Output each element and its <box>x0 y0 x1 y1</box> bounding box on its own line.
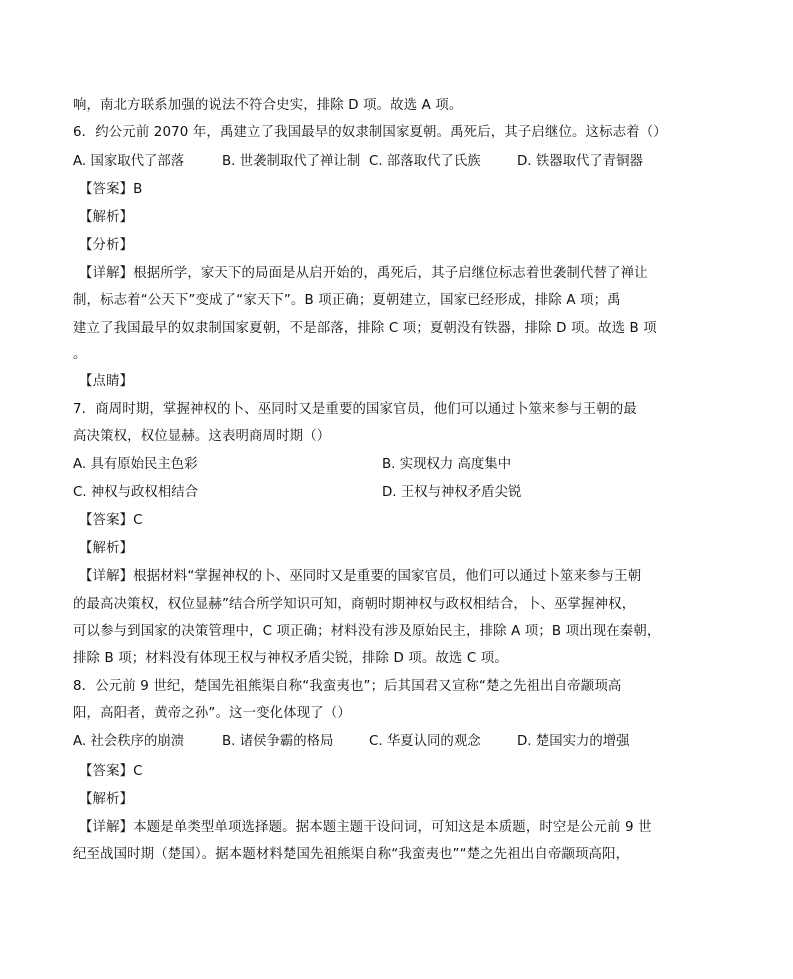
q6-analysis-heading: 【解析】 <box>79 210 134 225</box>
q7-detail-line-2: 的最高决策权，权位显赫”结合所学知识可知，商朝时期神权与政权相结合，卜、巫掌握神权， <box>73 597 636 612</box>
q7-answer: 【答案】C <box>79 513 143 528</box>
q8-detail-line-1: 【详解】本题是单类型单项选择题。据本题主题干设问词，可知这是本质题，时空是公元前 9 世 <box>79 820 652 835</box>
q7-option-d: D. 王权与神权矛盾尖锐 <box>382 485 522 500</box>
q7-option-c: C. 神权与政权相结合 <box>73 485 198 500</box>
q6-detail-line-1: 【详解】根据所学，家天下的局面是从启开始的，禹死后，其子启继位标志着世袭制代替了禅让 <box>79 266 648 281</box>
q8-option-a: A. 社会秩序的崩溃 <box>73 734 185 749</box>
q6-option-a: A. 国家取代了部落 <box>73 154 185 169</box>
q6-dianjing-heading: 【点睛】 <box>79 374 134 389</box>
q6-option-c: C. 部落取代了氏族 <box>369 154 481 169</box>
q5-explanation-tail: 响，南北方联系加强的说法不符合史实，排除 D 项。故选 A 项。 <box>73 98 463 113</box>
q6-detail-line-2: 制，标志着“公天下”变成了“家天下”。B 项正确；夏朝建立，国家已经形成，排除 A 项；禹 <box>73 293 621 308</box>
q6-detail-line-4: 。 <box>73 347 87 362</box>
q8-detail-line-2: 纪至战国时期（楚国）。据本题材料楚国先祖熊渠自称“我蛮夷也”“楚之先祖出自帝颛顼高阳， <box>73 847 630 862</box>
q6-stem: 6．约公元前 2070 年，禹建立了我国最早的奴隶制国家夏朝。禹死后，其子启继位。这标志着（） <box>73 125 667 140</box>
q7-option-b: B. 实现权力 高度集中 <box>382 457 512 472</box>
q6-option-d: D. 铁器取代了青铜器 <box>517 154 643 169</box>
q8-option-b: B. 诸侯争霸的格局 <box>222 734 334 749</box>
q6-option-b: B. 世袭制取代了禅让制 <box>222 154 361 169</box>
q8-option-c: C. 华夏认同的观念 <box>369 734 481 749</box>
q7-stem-line-2: 高决策权，权位显赫。这表明商周时期（） <box>73 429 331 444</box>
q8-answer: 【答案】C <box>79 764 143 779</box>
q7-detail-line-1: 【详解】根据材料“掌握神权的卜、巫同时又是重要的国家官员，他们可以通过卜筮来参与王朝 <box>79 569 642 584</box>
q6-answer: 【答案】B <box>79 182 143 197</box>
q7-detail-line-4: 排除 B 项；材料没有体现王权与神权矛盾尖锐，排除 D 项。故选 C 项。 <box>73 651 508 666</box>
q8-option-d: D. 楚国实力的增强 <box>517 734 630 749</box>
q7-detail-line-3: 可以参与到国家的决策管理中，C 项正确；材料没有涉及原始民主，排除 A 项；B 项出现在秦朝， <box>73 624 661 639</box>
q6-detail-line-3: 建立了我国最早的奴隶制国家夏朝，不是部落，排除 C 项；夏朝没有铁器，排除 D 项。故选 B 项 <box>73 321 657 336</box>
q7-analysis-heading: 【解析】 <box>79 541 134 556</box>
q8-stem-line-1: 8．公元前 9 世纪，楚国先祖熊渠自称“我蛮夷也”；后其国君又宣称“楚之先祖出自帝颛顼高 <box>73 679 622 694</box>
q8-stem-line-2: 阳，高阳者，黄帝之孙”。这一变化体现了（） <box>73 706 351 721</box>
q7-stem-line-1: 7．商周时期，掌握神权的卜、巫同时又是重要的国家官员，他们可以通过卜筮来参与王朝的最 <box>73 402 637 417</box>
q6-fenxi-heading: 【分析】 <box>79 238 134 253</box>
q8-analysis-heading: 【解析】 <box>79 792 134 807</box>
q7-option-a: A. 具有原始民主色彩 <box>73 457 198 472</box>
